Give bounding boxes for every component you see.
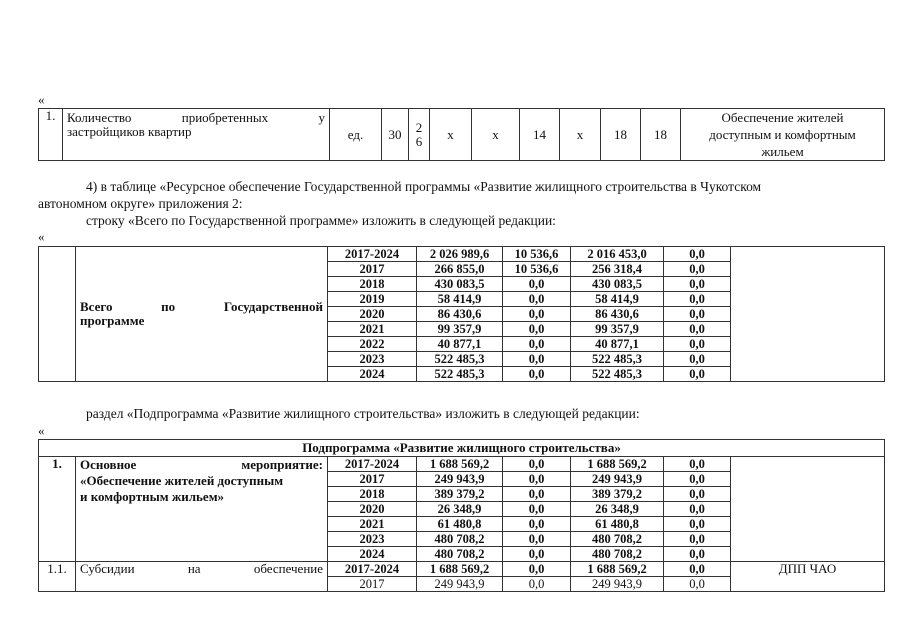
okrug-cell: 389 379,2 [571, 487, 664, 502]
total-cell: 430 083,5 [417, 277, 503, 292]
federal-cell: 10 536,6 [503, 262, 571, 277]
quote-mark-2: « [38, 229, 45, 244]
other-cell: 0,0 [664, 577, 731, 592]
year-cell: 2020 [328, 307, 417, 322]
year-cell: 2024 [328, 367, 417, 382]
paragraph-total: строку «Всего по Государственной программе» изложить в следующей редакции: [86, 213, 556, 228]
word: по [161, 299, 176, 314]
label-line2: программе [80, 313, 145, 328]
total-cell: 522 485,3 [417, 352, 503, 367]
value-cell: х [560, 109, 601, 161]
main-activity-label [76, 457, 328, 562]
row-number: 1. [39, 457, 76, 562]
okrug-cell: 26 348,9 [571, 502, 664, 517]
quote-mark-1: « [38, 92, 45, 107]
other-cell: 0,0 [664, 502, 731, 517]
subsidy-label [76, 562, 328, 592]
other-cell: 0,0 [664, 292, 731, 307]
indicator-name-line2: застройщиков квартир [67, 124, 192, 139]
value-digit: 2 [415, 119, 423, 135]
value-cell: х [430, 109, 472, 161]
label-line1 [80, 457, 323, 473]
total-cell: 40 877,1 [417, 337, 503, 352]
okrug-cell: 61 480,8 [571, 517, 664, 532]
year-cell: 2018 [328, 277, 417, 292]
label-line1 [80, 562, 323, 576]
word: Субсидии [80, 561, 135, 576]
year-cell: 2017-2024 [328, 247, 417, 262]
federal-cell: 10 536,6 [503, 247, 571, 262]
okrug-cell: 249 943,9 [571, 577, 664, 592]
other-cell: 0,0 [664, 307, 731, 322]
federal-cell: 0,0 [503, 487, 571, 502]
row-number: 1. [39, 109, 63, 161]
federal-cell: 0,0 [503, 532, 571, 547]
other-cell: 0,0 [664, 277, 731, 292]
year-cell: 2017 [328, 577, 417, 592]
value-cell: 14 [520, 109, 560, 161]
paragraph-4 [38, 178, 864, 212]
year-cell: 2022 [328, 337, 417, 352]
year-cell: 2017-2024 [328, 457, 417, 472]
row-number: 1.1. [39, 562, 76, 592]
year-cell: 2018 [328, 487, 417, 502]
paragraph-subprogram: раздел «Подпрограмма «Развитие жилищного строительства» изложить в следующей редакции: [86, 406, 640, 421]
quote-mark-3: « [38, 423, 45, 438]
table-indicators [38, 108, 885, 161]
total-cell: 480 708,2 [417, 547, 503, 562]
federal-cell: 0,0 [503, 307, 571, 322]
okrug-cell: 256 318,4 [571, 262, 664, 277]
year-cell: 2023 [328, 352, 417, 367]
total-cell: 86 430,6 [417, 307, 503, 322]
table-row [39, 457, 885, 472]
year-cell: 2024 [328, 547, 417, 562]
other-cell: 0,0 [664, 517, 731, 532]
value-digit: 6 [415, 133, 423, 149]
value-cell: 30 [382, 109, 409, 161]
other-cell: 0,0 [664, 367, 731, 382]
paragraph-4-line1: 4) в таблице «Ресурсное обеспечение Государственной программы «Развитие жилищного строительства в Чукотском [86, 179, 762, 194]
okrug-cell: 58 414,9 [571, 292, 664, 307]
paragraph-4-line2: автономном округе» приложения 2: [38, 196, 243, 211]
table-total-program [38, 246, 885, 382]
word: Количество [67, 110, 132, 125]
total-cell: 61 480,8 [417, 517, 503, 532]
federal-cell: 0,0 [503, 352, 571, 367]
federal-cell: 0,0 [503, 502, 571, 517]
okrug-cell: 1 688 569,2 [571, 562, 664, 577]
total-cell: 266 855,0 [417, 262, 503, 277]
word: Всего [80, 299, 113, 314]
value-cell: 18 [601, 109, 641, 161]
federal-cell: 0,0 [503, 562, 571, 577]
label-line1 [80, 300, 323, 314]
okrug-cell: 40 877,1 [571, 337, 664, 352]
federal-cell: 0,0 [503, 457, 571, 472]
other-cell: 0,0 [664, 352, 731, 367]
goal-line: доступным и комфортным [709, 127, 856, 142]
total-cell: 58 414,9 [417, 292, 503, 307]
table-subprogram [38, 439, 885, 592]
other-cell: 0,0 [664, 457, 731, 472]
other-cell: 0,0 [664, 487, 731, 502]
word: на [187, 561, 201, 576]
okrug-cell: 2 016 453,0 [571, 247, 664, 262]
total-program-label [76, 247, 328, 382]
label-line3: и комфортным жильем» [80, 489, 225, 504]
year-cell: 2017 [328, 472, 417, 487]
empty-executor-cell [731, 457, 885, 562]
value-cell: х [472, 109, 520, 161]
federal-cell: 0,0 [503, 337, 571, 352]
year-cell: 2019 [328, 292, 417, 307]
federal-cell: 0,0 [503, 322, 571, 337]
word: у [318, 110, 325, 125]
word: приобретенных [181, 110, 269, 125]
okrug-cell: 1 688 569,2 [571, 457, 664, 472]
okrug-cell: 430 083,5 [571, 277, 664, 292]
value-cell: 18 [641, 109, 681, 161]
federal-cell: 0,0 [503, 472, 571, 487]
okrug-cell: 480 708,2 [571, 532, 664, 547]
subprogram-header: Подпрограмма «Развитие жилищного строительства» [39, 440, 885, 457]
label-line2: «Обеспечение жителей доступным [80, 473, 284, 488]
other-cell: 0,0 [664, 532, 731, 547]
empty-executor-cell [731, 247, 885, 382]
table-row [39, 562, 885, 577]
executor-cell: ДПП ЧАО [731, 562, 885, 592]
total-cell: 389 379,2 [417, 487, 503, 502]
federal-cell: 0,0 [503, 277, 571, 292]
year-cell: 2023 [328, 532, 417, 547]
total-cell: 1 688 569,2 [417, 562, 503, 577]
table-row [39, 247, 885, 262]
total-cell: 522 485,3 [417, 367, 503, 382]
other-cell: 0,0 [664, 262, 731, 277]
federal-cell: 0,0 [503, 577, 571, 592]
okrug-cell: 522 485,3 [571, 367, 664, 382]
federal-cell: 0,0 [503, 367, 571, 382]
goal-line: Обеспечение жителей [721, 110, 844, 125]
okrug-cell: 86 430,6 [571, 307, 664, 322]
other-cell: 0,0 [664, 322, 731, 337]
total-cell: 480 708,2 [417, 532, 503, 547]
empty-num-cell [39, 247, 76, 382]
okrug-cell: 249 943,9 [571, 472, 664, 487]
year-cell: 2017 [328, 262, 417, 277]
word: Государственной [223, 299, 323, 314]
year-cell: 2017-2024 [328, 562, 417, 577]
year-cell: 2021 [328, 322, 417, 337]
okrug-cell: 480 708,2 [571, 547, 664, 562]
value-cell-split [409, 109, 430, 161]
indicator-name [63, 109, 330, 161]
okrug-cell: 99 357,9 [571, 322, 664, 337]
total-cell: 2 026 989,6 [417, 247, 503, 262]
federal-cell: 0,0 [503, 292, 571, 307]
total-cell: 99 357,9 [417, 322, 503, 337]
indicator-name-line1 [67, 111, 325, 125]
goal-cell [681, 109, 885, 161]
other-cell: 0,0 [664, 472, 731, 487]
total-cell: 1 688 569,2 [417, 457, 503, 472]
word: мероприятие: [241, 457, 323, 472]
other-cell: 0,0 [664, 247, 731, 262]
total-cell: 26 348,9 [417, 502, 503, 517]
federal-cell: 0,0 [503, 547, 571, 562]
unit-cell: ед. [330, 109, 382, 161]
other-cell: 0,0 [664, 562, 731, 577]
other-cell: 0,0 [664, 337, 731, 352]
word: Основное [80, 457, 137, 472]
other-cell: 0,0 [664, 547, 731, 562]
year-cell: 2020 [328, 502, 417, 517]
goal-line: жильем [761, 144, 804, 159]
okrug-cell: 522 485,3 [571, 352, 664, 367]
federal-cell: 0,0 [503, 517, 571, 532]
total-cell: 249 943,9 [417, 472, 503, 487]
total-cell: 249 943,9 [417, 577, 503, 592]
word: обеспечение [253, 561, 324, 576]
year-cell: 2021 [328, 517, 417, 532]
